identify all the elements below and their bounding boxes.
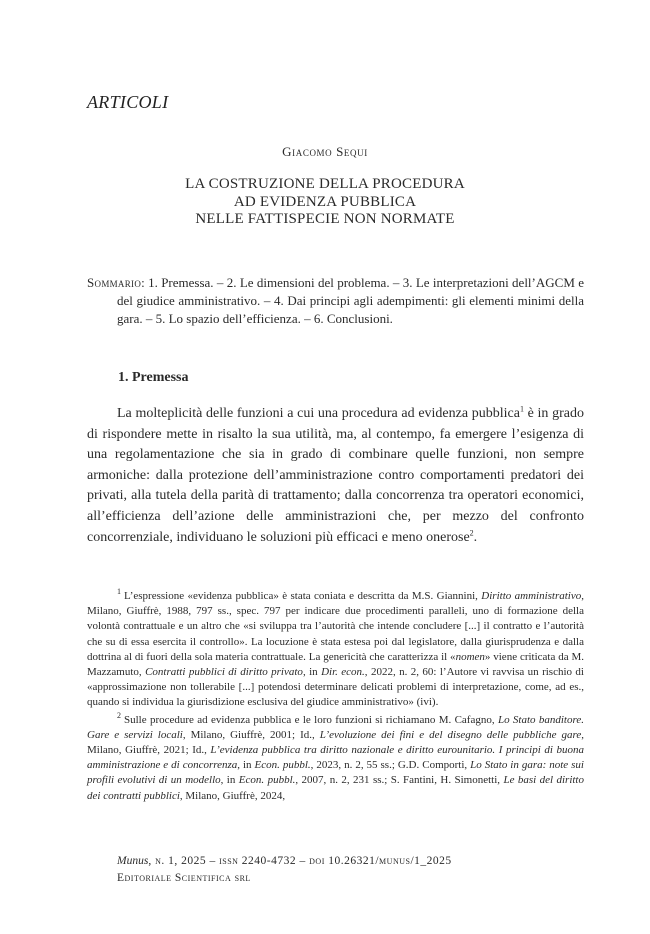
footnotes [87,589,584,806]
footnote-text: Econ. pubbl. [254,759,311,772]
title-line: AD EVIDENZA PUBBLICA [233,193,417,210]
body-paragraph [87,404,584,548]
footnote-text: » viene criticata da M. Mazzamuto, [87,650,584,679]
footnote-text: , Milano, Giuffrè, 2001; Id., [182,728,320,741]
section-label: ARTICOLI [87,92,169,112]
author-name: Giacomo Sequi [282,144,368,159]
footnote-text: , Milano, Giuffrè, 1988, 797 ss., spec. 797 per indicare due procedimenti paralleli, uno di formazione della volontà contrattuale e un altro che «si sviluppa tra l’autorità che intende concludere [...] il contratto e l’autorità che su di essa esercita il controllo». La locuzione è stata estesa poi dal legislatore, dalla giurisprudenza e dalla dottrina al di fuori della sola materia contrattuale. La genericità che caratterizza il « [87,590,584,663]
article-title [0,176,650,229]
body-text-part: . [473,529,478,545]
summary-text: : 1. Premessa. – 2. Le dimensioni del problema. – 3. Le interpretazioni dell’AGCM e del giudice amministrativo. – 4. Dai principi agli adempimenti: gli elementi minimi della gara. – 5. Lo spazio dell’efficienza. – 6. Conclusioni. [117,275,584,326]
footnote-text: Econ. pubbl. [238,774,296,787]
footnote [87,589,584,711]
footnote-number: 2 [117,710,121,720]
footnote-text: , Milano, Giuffrè, 2024, [179,789,286,802]
table-of-contents-summary [87,274,584,328]
footnote-text: L’evidenza pubblica tra diritto nazionale e diritto eurounitario. I principi di buona amministrazione e di concorrenza [87,744,584,772]
footnote-number: 1 [117,587,121,597]
footnote-text: , 2007, n. 2, 231 ss.; S. Fantini, H. Simonetti, [295,774,504,787]
footnote-text: , Milano, Giuffrè, 2021; Id., [87,728,584,757]
footnote-text: L’espressione «evidenza pubblica» è stata coniata e descritta da M.S. Giannini, [124,590,482,602]
footnote-ref[interactable]: 1 [519,404,524,414]
title-line: NELLE FATTISPECIE NON NORMATE [195,211,455,227]
footnote-text: , 2022, n. 2, 60: l’Autore vi ravvisa un rischio di «approssimazione non tollerabile [...] potendosi determinare delicati problemi di interpretazione, come, ad es., quando si individua la giurisdizione esclusiva del giudice amministrativo» (ivi). [87,666,584,709]
journal-name: Munus [117,855,149,867]
footnote-ref[interactable]: 2 [469,527,474,537]
footnote [87,710,584,804]
journal-citation [117,853,452,870]
footnote-text: Contratti pubblici di diritto privato [145,666,303,679]
footnote-text: Sulle procedure ad evidenza pubblica e le loro funzioni si richiamano M. Cafagno, [124,713,498,726]
footnote-text: , in [237,759,255,772]
footnote-text: , 2023, n. 2, 55 ss.; G.D. Comporti, [310,759,471,772]
footnote-text: L’evoluzione dei fini e del disegno delle pubbliche gare [319,728,582,741]
page-footer [117,853,452,887]
title-line: LA COSTRUZIONE DELLA PROCEDURA [185,176,465,192]
body-text-part: è in grado di rispondere mette in risalto la sua utilità, ma, al contempo, fa emergere l’esigenza di una regolamentazione che sia in grado di combinare quelle funzioni, non sempre armoniche: dalla protezione dell’amministrazione contro comportamenti predatori dei privati, alla tutela della parità di trattamento; dalla concorrenza tra operatori economici, all’efficienza dell’azione delle amministrazioni che, per mezzo del confronto concorrenziale, individuano le soluzioni più efficaci e meno onerose [87,406,584,545]
footnote-text: Lo Stato banditore. Gare e servizi locali [87,713,584,741]
publisher: Editoriale Scientifica srl [117,872,251,884]
footnote-text: Le basi del diritto dei contratti pubblici [87,774,584,802]
footnote-text: nomen [455,650,485,663]
summary-label: Sommario [87,275,142,290]
footnote-text: , in [220,774,239,787]
journal-issue: , n. 1, 2025 – issn 2240-4732 – doi 10.26321/munus/1_2025 [148,855,452,867]
footnote-text: Dir. econ. [321,666,365,679]
footnote-text: Lo Stato in gara: note sui profili evolutivi di un modello [87,759,584,787]
section-heading: 1. Premessa [118,370,189,385]
body-text-part: La molteplicità delle funzioni a cui una procedura ad evidenza pubblica [117,406,520,421]
footnote-text: , in [302,666,322,679]
footnote-text: Diritto amministrativo [481,590,582,602]
